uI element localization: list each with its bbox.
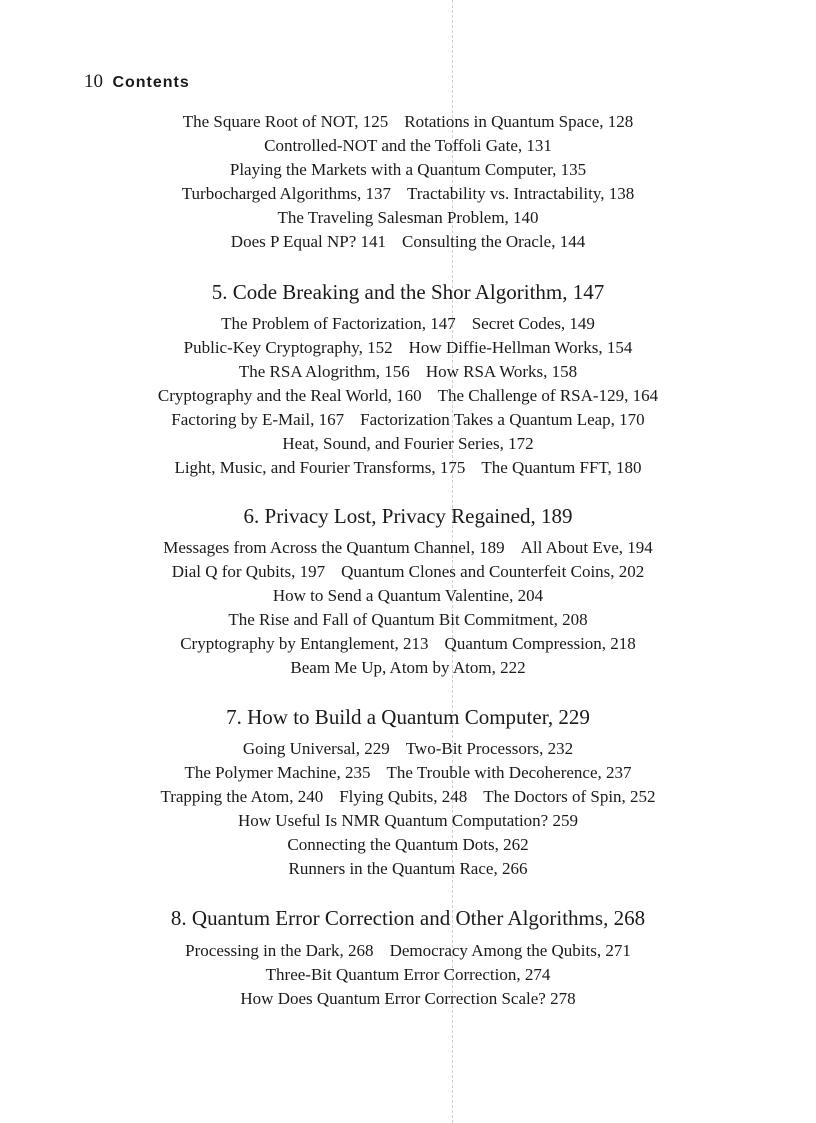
toc-line xyxy=(0,810,816,832)
toc-entry: Three-Bit Quantum Error Correction, 274 xyxy=(265,965,551,984)
toc-entry: Trapping the Atom, 240 xyxy=(160,787,324,806)
toc-entry: Cryptography and the Real World, 160 xyxy=(157,386,422,405)
toc-entry: Secret Codes, 149 xyxy=(471,314,595,333)
toc-line xyxy=(0,561,816,583)
toc-entry: Going Universal, 229 xyxy=(242,739,390,758)
toc-entry: Dial Q for Qubits, 197 xyxy=(171,562,326,581)
toc-line xyxy=(0,786,816,808)
toc-entry: Beam Me Up, Atom by Atom, 222 xyxy=(290,658,526,677)
toc-entry: Controlled-NOT and the Toffoli Gate, 131 xyxy=(264,136,552,155)
toc-line xyxy=(0,207,816,229)
toc-entry: Playing the Markets with a Quantum Computer, 135 xyxy=(229,160,587,179)
toc-line xyxy=(0,159,816,181)
toc-line xyxy=(0,231,816,253)
toc-entry: Light, Music, and Fourier Transforms, 175 xyxy=(174,458,466,477)
toc-line xyxy=(0,111,816,133)
toc-entry: All About Eve, 194 xyxy=(520,538,653,557)
running-header xyxy=(84,71,190,93)
chapter-heading: 5. Code Breaking and the Shor Algorithm, 147 xyxy=(211,280,605,304)
toc-entry: The Doctors of Spin, 252 xyxy=(483,787,656,806)
toc-entry: Quantum Compression, 218 xyxy=(444,634,636,653)
toc-entry: Turbocharged Algorithms, 137 xyxy=(181,184,391,203)
toc-entry: Factorization Takes a Quantum Leap, 170 xyxy=(360,410,645,429)
toc-line xyxy=(0,361,816,383)
toc-line xyxy=(0,537,816,559)
toc-entry: Heat, Sound, and Fourier Series, 172 xyxy=(282,434,534,453)
toc-entry: Factoring by E-Mail, 167 xyxy=(171,410,345,429)
toc-entry: How Useful Is NMR Quantum Computation? 259 xyxy=(238,811,578,830)
toc-line xyxy=(0,135,816,157)
running-header-title: Contents xyxy=(112,74,190,91)
toc-entry: The Quantum FFT, 180 xyxy=(481,458,642,477)
toc-entry: Consulting the Oracle, 144 xyxy=(402,232,586,251)
toc-line xyxy=(0,657,816,679)
toc-entry: Does P Equal NP? 141 xyxy=(230,232,386,251)
toc-line xyxy=(0,762,816,784)
toc-entry: Quantum Clones and Counterfeit Coins, 202 xyxy=(341,562,645,581)
toc-entry: Flying Qubits, 248 xyxy=(339,787,468,806)
chapter-heading: 6. Privacy Lost, Privacy Regained, 189 xyxy=(243,504,573,528)
toc-line xyxy=(0,738,816,760)
page-number: 10 xyxy=(84,71,103,92)
toc-entry: Tractability vs. Intractability, 138 xyxy=(406,184,635,203)
toc-entry: The Trouble with Decoherence, 237 xyxy=(386,763,632,782)
toc-line xyxy=(0,409,816,431)
chapter-heading: 8. Quantum Error Correction and Other Algorithms, 268 xyxy=(170,906,646,930)
toc-line xyxy=(0,858,816,880)
toc-entry: Cryptography by Entanglement, 213 xyxy=(180,634,429,653)
toc-entry: Processing in the Dark, 268 xyxy=(185,941,374,960)
toc-entry: How Diffie-Hellman Works, 154 xyxy=(408,338,633,357)
toc-entry: Public-Key Cryptography, 152 xyxy=(183,338,393,357)
toc-line xyxy=(0,964,816,986)
toc-entry: Rotations in Quantum Space, 128 xyxy=(404,112,634,131)
toc-line xyxy=(0,433,816,455)
toc-line xyxy=(0,609,816,631)
toc-entry: The Challenge of RSA-129, 164 xyxy=(437,386,659,405)
toc-entry: How RSA Works, 158 xyxy=(425,362,578,381)
toc-entry: Messages from Across the Quantum Channel, 189 xyxy=(163,538,505,557)
toc-line xyxy=(0,834,816,856)
toc-entry: The RSA Alogrithm, 156 xyxy=(238,362,410,381)
toc-line xyxy=(0,385,816,407)
toc-entry: The Square Root of NOT, 125 xyxy=(182,112,389,131)
toc-entry: Two-Bit Processors, 232 xyxy=(405,739,574,758)
toc-line xyxy=(0,633,816,655)
toc-line xyxy=(0,585,816,607)
toc-entry: The Rise and Fall of Quantum Bit Commitment, 208 xyxy=(228,610,588,629)
chapter-heading: 7. How to Build a Quantum Computer, 229 xyxy=(226,705,590,729)
toc-line xyxy=(0,988,816,1010)
toc-entry: How to Send a Quantum Valentine, 204 xyxy=(272,586,544,605)
toc-line xyxy=(0,313,816,335)
toc-line xyxy=(0,457,816,479)
toc-entry: The Traveling Salesman Problem, 140 xyxy=(277,208,539,227)
toc-entry: The Problem of Factorization, 147 xyxy=(221,314,456,333)
toc-entry: How Does Quantum Error Correction Scale? 278 xyxy=(240,989,576,1008)
toc-entry: Runners in the Quantum Race, 266 xyxy=(288,859,528,878)
toc-line xyxy=(0,337,816,359)
toc-entry: Connecting the Quantum Dots, 262 xyxy=(287,835,529,854)
toc-entry: The Polymer Machine, 235 xyxy=(184,763,371,782)
toc-line xyxy=(0,183,816,205)
toc-line xyxy=(0,940,816,962)
toc-entry: Democracy Among the Qubits, 271 xyxy=(389,941,631,960)
